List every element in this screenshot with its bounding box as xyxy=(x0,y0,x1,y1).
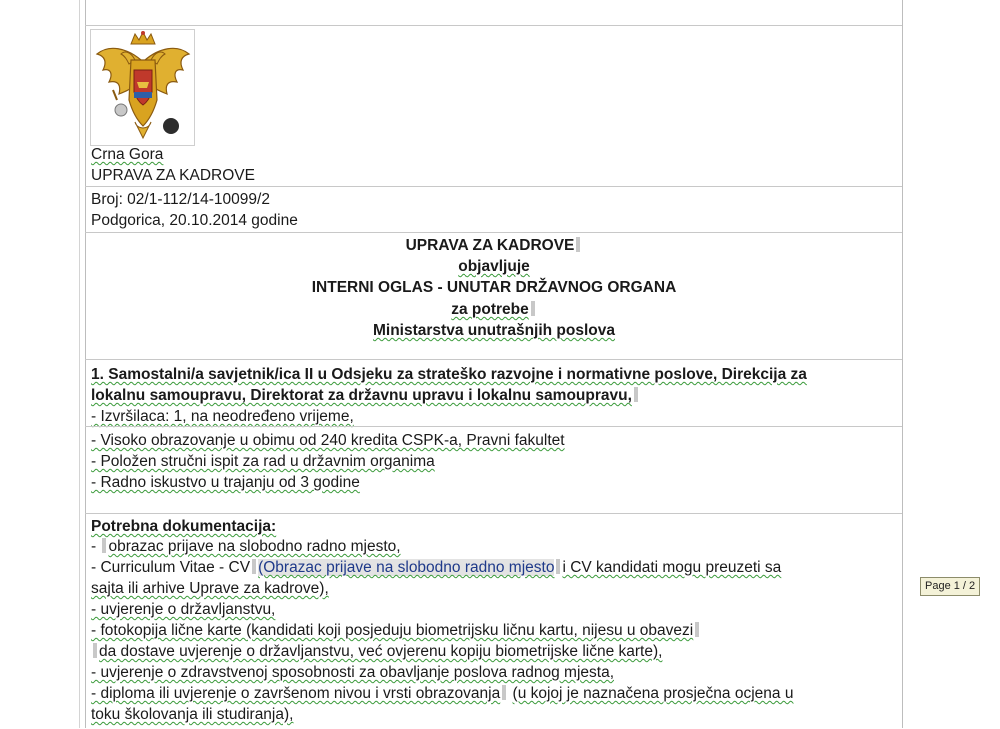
title-ministry: Ministarstva unutrašnjih poslova xyxy=(372,322,616,339)
header-section xyxy=(85,25,903,185)
application-form-link[interactable]: (Obrazac prijave na slobodno radno mjesto xyxy=(258,559,555,576)
left-margin-line xyxy=(79,0,80,728)
header-country xyxy=(91,144,897,165)
requirement-item xyxy=(91,451,897,472)
reference-number: Broj: 02/1-112/14-10099/2 xyxy=(91,191,270,208)
coat-of-arms-emblem xyxy=(90,29,195,146)
requirement-text: - Visoko obrazovanje u obimu od 240 kredita CSPK-a, Pravni fakultet xyxy=(91,432,565,449)
title-announces: objavljuje xyxy=(458,258,530,275)
document-item-3 xyxy=(91,599,897,620)
requirements-section xyxy=(85,426,903,513)
position-section xyxy=(85,359,903,426)
document-item-1: - obrazac prijave na slobodno radno mjesto, xyxy=(91,538,401,555)
agency-name: UPRAVA ZA KADROVE xyxy=(91,167,255,184)
document-item-5 xyxy=(91,662,897,683)
edit-mark xyxy=(531,301,535,316)
document-item-text: da dostave uvjerenje o državljanstvu, već ovjerenu kopiju biometrijske lične karte), xyxy=(99,643,663,660)
requirement-item xyxy=(91,472,897,493)
document-item-2-cont xyxy=(91,578,897,599)
title-line-5 xyxy=(91,320,897,341)
position-line-3 xyxy=(91,406,897,427)
document-page xyxy=(85,0,903,728)
document-item-text: - uvjerenje o državljanstvu, xyxy=(91,601,276,618)
page-indicator[interactable]: Page 1 / 2 xyxy=(920,577,980,596)
document-item-4 xyxy=(91,620,897,641)
edit-mark xyxy=(576,237,580,252)
title-line-2 xyxy=(91,256,897,277)
title-line-1 xyxy=(91,235,897,256)
document-item-6 xyxy=(91,683,897,704)
title-section xyxy=(85,232,903,359)
position-line-1 xyxy=(91,364,897,385)
double-headed-eagle-icon xyxy=(91,30,194,145)
edit-mark xyxy=(695,622,699,637)
position-department: lokalnu samoupravu, Direktorat za državnu upravu i lokalnu samoupravu, xyxy=(91,387,632,404)
edit-mark xyxy=(252,559,256,574)
documents-heading xyxy=(91,516,897,537)
title-agency: UPRAVA ZA KADROVE xyxy=(405,237,575,254)
position-line-2 xyxy=(91,385,897,406)
title-line-3: INTERNI OGLAS - UNUTAR DRŽAVNOG ORGANA xyxy=(311,279,677,296)
document-item-text: obrazac prijave na slobodno radno mjesto, xyxy=(108,538,401,555)
requirement-item xyxy=(91,430,897,451)
edit-mark xyxy=(556,559,560,574)
title-for-needs: za potrebe xyxy=(451,301,529,318)
document-item-text: i CV kandidati mogu preuzeti sa xyxy=(562,559,782,576)
document-item-text: sajta ili arhive Uprave za kadrove), xyxy=(91,580,329,597)
document-item-text: - Curriculum Vitae - CV xyxy=(91,559,251,576)
document-item-4-cont xyxy=(91,641,897,662)
edit-mark xyxy=(634,387,638,402)
country-name: Crna Gora xyxy=(91,146,164,163)
position-executors: - Izvršilaca: 1, na neodređeno vrijeme, xyxy=(91,408,354,425)
document-item-text: (u kojoj je naznačena prosječna ocjena u xyxy=(512,685,794,702)
document-item-text: - uvjerenje o zdravstvenoj sposobnosti za obavljanje poslova radnog mjesta, xyxy=(91,664,614,681)
edit-mark xyxy=(502,685,506,700)
title-line-4 xyxy=(91,299,897,320)
document-item-2 xyxy=(91,557,897,578)
edit-mark xyxy=(93,643,97,658)
place-date: Podgorica, 20.10.2014 godine xyxy=(91,212,298,229)
document-item-6-cont xyxy=(91,704,897,725)
position-title: 1. Samostalni/a savjetnik/ica II u Odsjeku za strateško razvojne i normativne poslove, Direkcija za xyxy=(91,366,807,383)
document-item-text: - diploma ili uvjerenje o završenom nivou i vrsti obrazovanja xyxy=(91,685,501,702)
requirement-text: - Radno iskustvo u trajanju od 3 godine xyxy=(91,474,360,491)
header-agency xyxy=(91,165,897,186)
edit-mark xyxy=(102,538,106,553)
documents-heading-text: Potrebna dokumentacija: xyxy=(91,518,277,535)
reference-section xyxy=(85,186,903,233)
requirement-text: - Položen stručni ispit za rad u državnim organima xyxy=(91,453,435,470)
documents-section xyxy=(85,513,903,729)
document-item-text: - fotokopija lične karte (kandidati koji posjeduju biometrijsku ličnu kartu, nijesu u obavezi xyxy=(91,622,694,639)
document-item-text: toku školovanja ili studiranja), xyxy=(91,706,294,723)
